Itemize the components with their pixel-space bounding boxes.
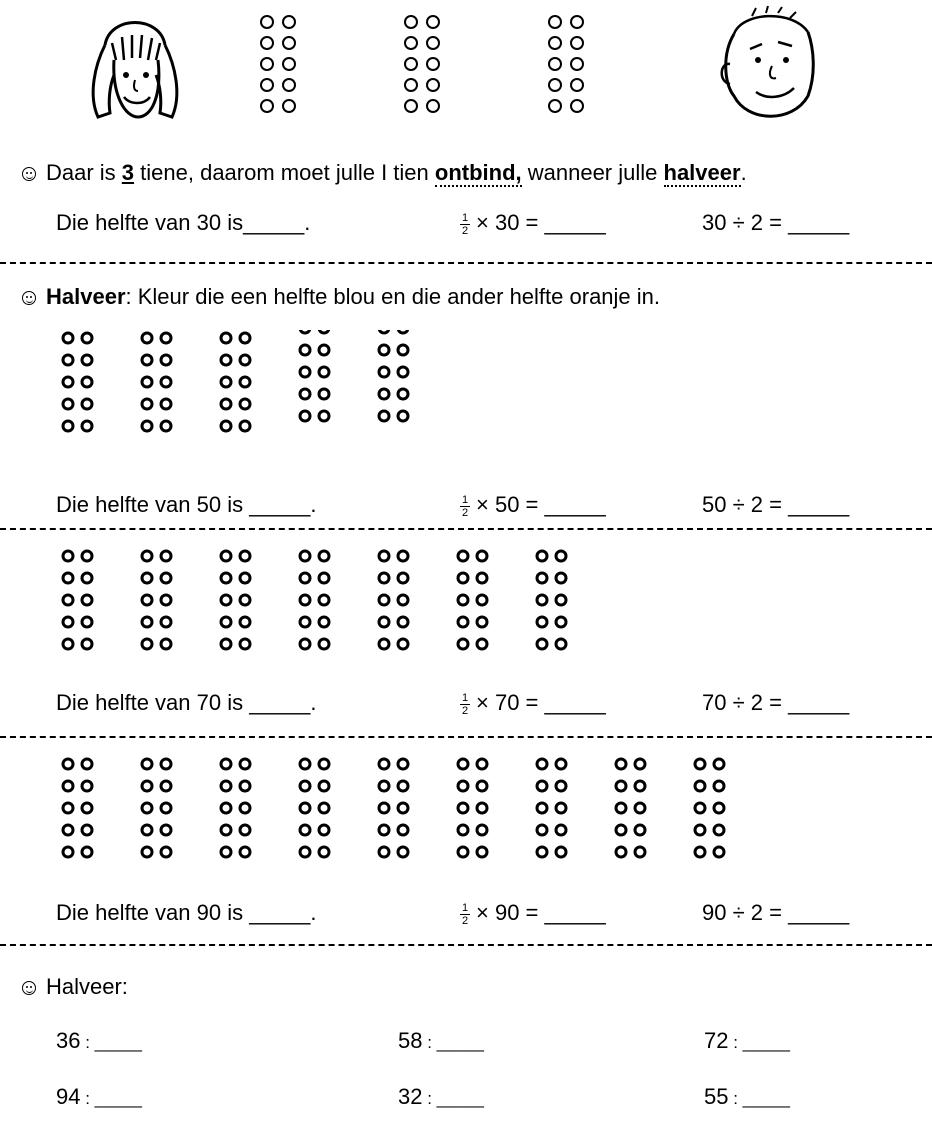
fraction-half <box>460 495 470 518</box>
fraction-expression: × 70 = _____ <box>476 690 606 715</box>
question-divide-70: 70 ÷ 2 = _____ <box>702 690 850 715</box>
instruction-part: wanneer julle <box>521 160 664 185</box>
dot-column-1 <box>258 14 306 124</box>
fraction-numerator: 1 <box>461 211 469 224</box>
dot-column-2 <box>402 14 450 124</box>
halve-item-94 <box>56 1084 142 1112</box>
item-blank: : _____ <box>80 1033 142 1052</box>
question-fraction-30 <box>460 210 606 236</box>
fraction-half <box>460 903 470 926</box>
question-half-70: Die helfte van 70 is _____. <box>56 690 317 715</box>
halve-item-55 <box>704 1084 790 1112</box>
smiley-icon <box>22 981 36 995</box>
fraction-half <box>460 213 470 236</box>
heading-text: Halveer: <box>46 974 128 999</box>
fraction-expression: × 90 = _____ <box>476 900 606 925</box>
item-blank: : _____ <box>422 1089 484 1108</box>
fraction-expression: × 30 = _____ <box>476 210 606 235</box>
halve-item-72 <box>704 1028 790 1056</box>
fraction-denominator: 2 <box>461 506 469 519</box>
item-number: 55 <box>704 1084 729 1109</box>
item-blank: : _____ <box>728 1033 790 1052</box>
dot-column-3 <box>546 14 594 124</box>
tens-count: 3 <box>121 160 135 185</box>
fraction-numerator: 1 <box>461 493 469 506</box>
fraction-denominator: 2 <box>461 914 469 927</box>
item-blank: : _____ <box>728 1089 790 1108</box>
section-divider <box>0 528 932 530</box>
item-blank: : _____ <box>422 1033 484 1052</box>
fraction-denominator: 2 <box>461 704 469 717</box>
question-half-50: Die helfte van 50 is _____. <box>56 492 317 517</box>
dot-grid-50 <box>60 330 440 440</box>
item-number: 58 <box>398 1028 423 1053</box>
instruction-part: tiene, daarom moet julle I tien <box>134 160 435 185</box>
boy-face-icon <box>712 4 822 129</box>
heading-halveer: Halveer <box>46 284 126 309</box>
keyword-ontbind: ontbind, <box>434 160 522 185</box>
question-half-30: Die helfte van 30 is_____. <box>56 210 311 235</box>
item-number: 72 <box>704 1028 729 1053</box>
halve-item-58 <box>398 1028 484 1056</box>
heading-rest: : Kleur die een helfte blou en die ander helfte oranje in. <box>125 284 661 309</box>
item-blank: : _____ <box>80 1089 142 1108</box>
item-number: 36 <box>56 1028 81 1053</box>
question-half-90: Die helfte van 90 is _____. <box>56 900 317 925</box>
section-divider <box>0 944 932 946</box>
question-divide-30: 30 ÷ 2 = _____ <box>702 210 850 235</box>
halveer-instruction <box>22 284 660 310</box>
smiley-icon <box>22 167 36 181</box>
dot-grid-70 <box>60 548 600 658</box>
halve-item-32 <box>398 1084 484 1112</box>
halve-item-36 <box>56 1028 142 1056</box>
dot-grid-90 <box>60 756 760 866</box>
keyword-halveer: halveer <box>663 160 741 185</box>
question-fraction-50 <box>460 492 606 518</box>
girl-face-icon <box>80 5 190 125</box>
question-divide-90: 90 ÷ 2 = _____ <box>702 900 850 925</box>
instruction-part: . <box>740 160 747 185</box>
fraction-half <box>460 693 470 716</box>
halveer-heading <box>22 974 128 1000</box>
question-divide-50: 50 ÷ 2 = _____ <box>702 492 850 517</box>
section-divider <box>0 736 932 738</box>
item-number: 94 <box>56 1084 81 1109</box>
fraction-numerator: 1 <box>461 901 469 914</box>
fraction-numerator: 1 <box>461 691 469 704</box>
section-divider <box>0 262 932 264</box>
instruction-part: Daar is <box>46 160 122 185</box>
item-number: 32 <box>398 1084 423 1109</box>
fraction-expression: × 50 = _____ <box>476 492 606 517</box>
instruction-line <box>22 160 747 186</box>
question-fraction-70 <box>460 690 606 716</box>
question-fraction-90 <box>460 900 606 926</box>
smiley-icon <box>22 291 36 305</box>
fraction-denominator: 2 <box>461 224 469 237</box>
